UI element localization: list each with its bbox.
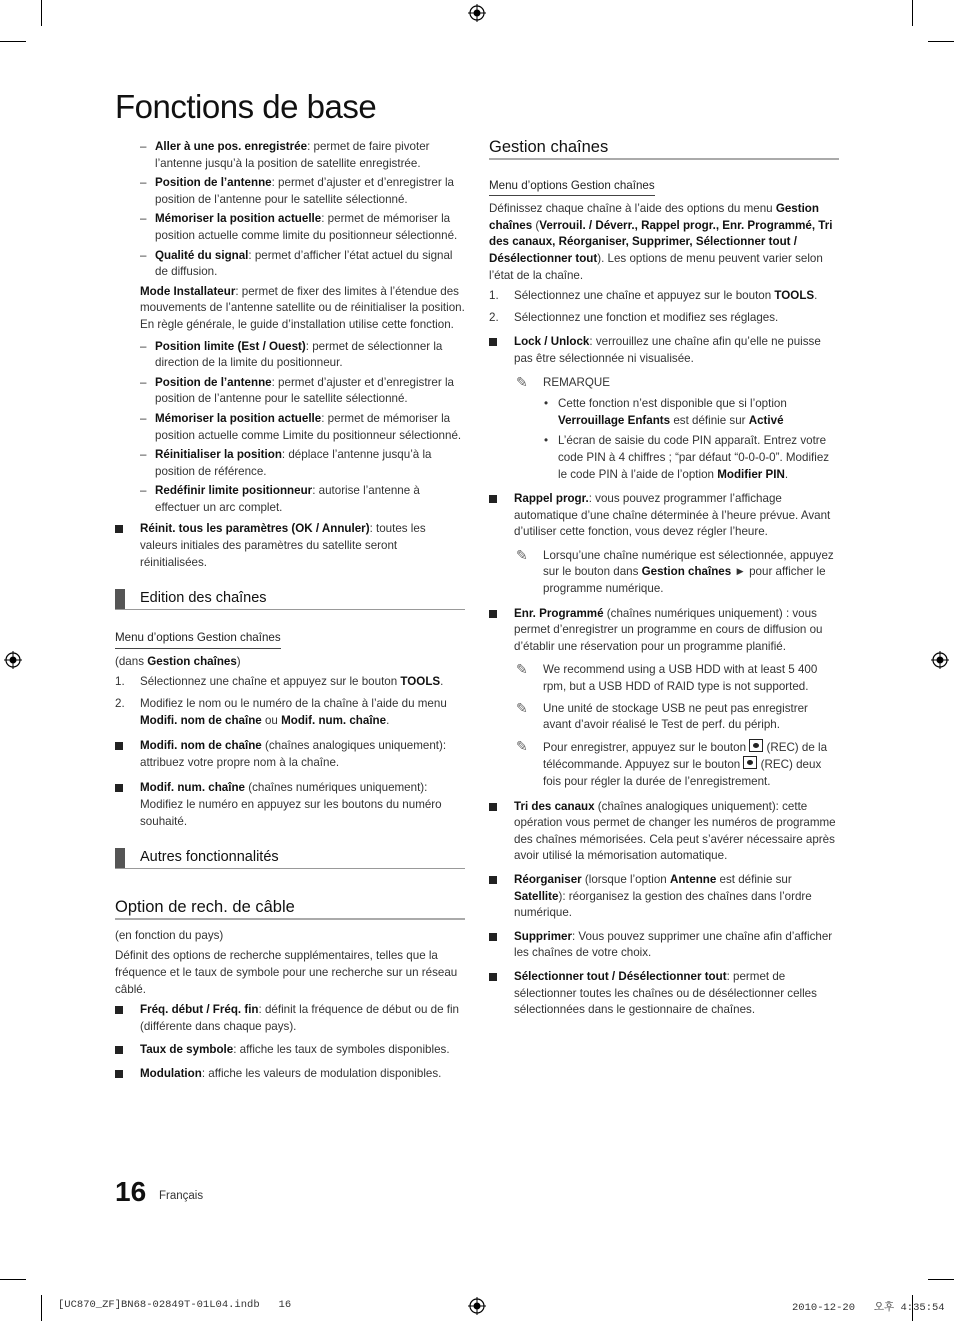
crop-mark [41,1295,42,1321]
footer-file-info: [UC870_ZF]BN68-02849T-01L04.indb 16 [58,1299,292,1311]
mode-installateur-paragraph: Mode Installateur: permet de fixer des limites à l’étendue des mouvements de l’antenne satellite ou de réinitialiser la position. En règle générale, le guide d’installation utilise cette fonction. [140,284,465,331]
step-item: 1. Sélectionnez une chaîne et appuyez sur le bouton TOOLS. [489,289,818,303]
note-pencil-icon: ✎ [516,737,528,754]
option-description: Définit des options de recherche supplémentaires, telles que la fréquence et le taux de symbole pour une recherche sur un réseau câblé. [115,949,458,996]
registration-mark-icon [468,4,486,22]
option-heading: Option de rech. de câble [115,899,465,920]
step-item: 2. Modifiez le nom ou le numéro de la chaîne à l’aide du menu Modifi. nom de chaîne ou Modif. num. chaîne. [115,697,447,727]
left-column [115,139,465,1090]
registration-mark-icon [931,651,949,669]
crop-mark [928,41,954,42]
square-bullet-icon [489,338,497,346]
list-item: Supprimer: Vous pouvez supprimer une chaîne afin d’afficher les chaînes de votre choix. [489,929,839,962]
list-item: Réinit. tous les paramètres (OK / Annuler): toutes les valeurs initiales des paramètres du satellite seront réinitialisées. [115,521,465,571]
footer-timestamp: 2010-12-20 오후 4:35:54 [792,1302,945,1314]
square-bullet-icon [115,1046,123,1054]
crop-mark [0,1279,26,1280]
list-item: – Position de l’antenne: permet d’ajuster et d’enregistrer la position de l’antenne pour le satellite sélectionné. [140,176,454,206]
page-language: Français [159,1190,204,1202]
edition-dans: (dans Gestion chaînes) [115,654,241,668]
rec-button-icon [743,756,757,769]
list-item: – Mémoriser la position actuelle: permet de mémoriser la position actuelle comme limite du positionneur sélectionné. [140,212,458,242]
gestion-menu-label: Menu d’options Gestion chaînes [489,178,839,202]
note-pencil-icon: ✎ [516,661,528,678]
list-item: Sélectionner tout / Désélectionner tout: permet de sélectionner toutes les chaînes ou de désélectionner celles sélectionnées dans le gestionnaire de chaînes. [489,969,839,1019]
step-item: 2. Sélectionnez une fonction et modifiez ses réglages. [489,310,779,324]
square-bullet-icon [489,495,497,503]
list-item: Modif. num. chaîne (chaînes numériques uniquement): Modifiez le numéro en appuyez sur les boutons du numéro souhaité. [115,780,465,830]
list-item: Rappel progr.: vous pouvez programmer l’affichage automatique d’une chaîne déterminée à l’heure prévue. Avant d’utiliser cette fonction, vous devez régler l’heure. [489,491,839,541]
list-item: – Réinitialiser la position: déplace l’antenne jusqu’à la position de référence. [140,448,432,478]
list-item: Réorganiser (lorsque l’option Antenne est définie sur Satellite): réorganisez la gestion des chaînes dans l’ordre numérique. [489,872,839,922]
list-item: – Aller à une pos. enregistrée: permet de faire pivoter l’antenne jusqu’à la position de satellite enregistrée. [140,140,430,170]
square-bullet-icon [489,876,497,884]
option-country: (en fonction du pays) [115,928,224,942]
list-item: – Mémoriser la position actuelle: permet de mémoriser la position actuelle comme Limite du positionneur sélectionné. [140,411,462,442]
list-item: Tri des canaux (chaînes analogiques uniquement): cette opération vous permet de changer les numéros de programme des chaînes mémorisées. Cela peut s’avérer nécessaire après avoir utilisé la mémorisation automatique. [489,799,839,865]
square-bullet-icon [115,1070,123,1078]
list-item: • L’écran de saisie du code PIN apparaît. Entrez votre code PIN à 4 chiffres ; “par défaut “0-0-0-0”. Modifiez le code PIN à l’aide de l’option Modifier PIN. [544,434,830,481]
list-item: Taux de symbole: affiche les taux de symboles disponibles. [115,1042,465,1059]
gestion-heading: Gestion chaînes [489,139,839,160]
note-item: ✎ Lorsqu’une chaîne numérique est sélectionnée, appuyez sur le bouton dans Gestion chaînes ► pour afficher le programme numérique. [516,546,834,596]
page-title: Fonctions de base [115,88,377,125]
registration-mark-icon [4,651,22,669]
crop-mark [0,41,26,42]
list-item: – Qualité du signal: permet d’afficher l’état actuel du signal de diffusion. [140,248,453,279]
list-item: Lock / Unlock: verrouillez une chaîne afin qu’elle ne puisse pas être sélectionnée ni visualisée. [489,334,839,367]
square-bullet-icon [489,973,497,981]
list-item: • Cette fonction n’est disponible que si l’option Verrouillage Enfants est définie sur Activé [544,397,787,427]
edition-menu-label: Menu d’options Gestion chaînes [115,630,465,654]
section-heading-edition: Edition des chaînes [115,589,465,610]
section-heading-autres: Autres fonctionnalités [115,848,465,869]
note-pencil-icon: ✎ [516,699,528,716]
crop-mark [912,0,913,26]
list-item: Fréq. début / Fréq. fin: définit la fréquence de début ou de fin (différente dans chaque pays). [115,1002,465,1035]
gestion-intro: Définissez chaque chaîne à l’aide des options du menu Gestion chaînes (Verrouil. / Déverr., Rappel progr., Enr. Programmé, Tri des canaux, Réorganiser, Supprimer, Sélectionner tout / Désélectionner tout). Les options de menu peuvent varier selon l’état de la chaîne. [489,202,833,282]
square-bullet-icon [115,742,123,750]
page-number: 16 [115,1176,147,1207]
rec-button-icon [749,739,763,752]
note-item: ✎ Pour enregistrer, appuyez sur le bouton (REC) de la télécommande. Appuyez sur le bouton (REC) deux fois pour régler la durée de l’enregistrement. [516,737,828,788]
square-bullet-icon [489,803,497,811]
note-remarque: ✎ REMARQUE [516,373,610,390]
crop-mark [41,0,42,26]
note-pencil-icon: ✎ [516,373,528,390]
list-item: – Redéfinir limite positionneur: autorise l’antenne à effectuer un arc complet. [140,484,420,514]
square-bullet-icon [115,784,123,792]
square-bullet-icon [489,610,497,618]
step-item: 1. Sélectionnez une chaîne et appuyez sur le bouton TOOLS. [115,675,444,689]
note-pencil-icon: ✎ [516,546,528,563]
list-item: Enr. Programmé (chaînes numériques uniquement) : vous permet d’enregistrer un programme en cours de diffusion ou d’établir une réservation pour un programme planifié. [489,606,839,656]
list-item: – Position limite (Est / Ouest): permet de sélectionner la direction de la limite du positionneur. [140,339,443,370]
heading-bar-icon [115,848,125,868]
list-item: Modifi. nom de chaîne (chaînes analogiques uniquement): attribuez votre propre nom à la chaîne. [115,738,465,771]
heading-bar-icon [115,589,125,609]
list-item: Modulation: affiche les valeurs de modulation disponibles. [115,1066,465,1083]
square-bullet-icon [489,933,497,941]
registration-mark-icon [468,1297,486,1315]
right-column [489,139,839,1026]
note-item: ✎ We recommend using a USB HDD with at least 5 400 rpm, but a USB HDD of RAID type is not supported. [516,661,818,694]
square-bullet-icon [115,525,123,533]
crop-mark [928,1279,954,1280]
square-bullet-icon [115,1006,123,1014]
list-item: – Position de l’antenne: permet d’ajuster et d’enregistrer la position de l’antenne pour le satellite sélectionné. [140,375,454,406]
note-item: ✎ Une unité de stockage USB ne peut pas enregistrer avant d’avoir réalisé le Test de perf. du périph. [516,699,808,732]
